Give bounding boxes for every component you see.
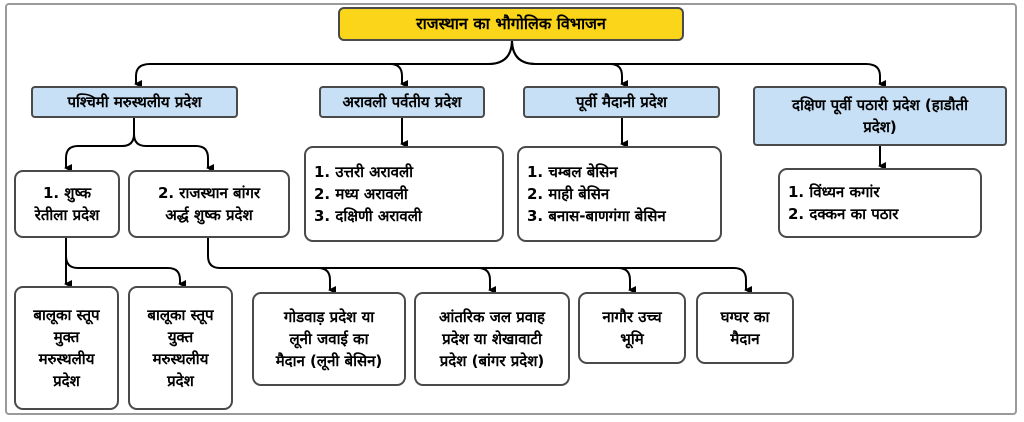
sub2-child-1	[252, 292, 406, 386]
west-sub2	[128, 170, 290, 238]
region-southeast	[753, 86, 1007, 146]
sub2-child-4	[696, 292, 794, 364]
sub2-child-1-line1: गोडवाड़ प्रदेश या	[283, 308, 375, 326]
southeast-items	[778, 168, 982, 238]
aravalli-item-1: 1. उत्तरी अरावली	[314, 163, 414, 181]
region-west-label: पश्चिमी मरुस्थलीय प्रदेश	[67, 93, 202, 111]
region-east-label: पूर्वी मैदानी प्रदेश	[576, 93, 667, 111]
southeast-item-2: 2. दक्कन का पठार	[788, 205, 899, 223]
connector-sub2-children	[208, 238, 746, 290]
east-items	[517, 146, 722, 242]
east-item-1: 1. चम्बल बेसिन	[527, 163, 618, 181]
diagram-title-text: राजस्थान का भौगोलिक विभाजन	[416, 14, 606, 33]
sub2-child-3-line1: नागौर उच्च	[602, 308, 662, 326]
sub2-child-3	[578, 292, 686, 364]
east-item-2: 2. माही बेसिन	[527, 185, 610, 203]
connector-sub1-children	[66, 238, 180, 284]
sub2-child-2	[414, 292, 570, 386]
sub2-child-2-line3: प्रदेश (बांगर प्रदेश)	[439, 352, 545, 370]
east-item-3: 3. बनास-बाणगंगा बेसिन	[527, 207, 666, 225]
region-southeast-label-line1: दक्षिण पूर्वी पठारी प्रदेश (हाडौती	[792, 96, 968, 114]
aravalli-item-2: 2. मध्य अरावली	[314, 185, 408, 203]
sub1-child-1-line3: मरुस्थलीय	[38, 350, 95, 368]
sub1-child-1	[14, 286, 119, 410]
connector-west-sub1	[66, 118, 134, 168]
sub1-child-1-line4: प्रदेश	[53, 372, 80, 390]
aravalli-item-3: 3. दक्षिणी अरावली	[314, 207, 422, 225]
region-west	[31, 86, 238, 118]
connector-title-east	[512, 40, 622, 84]
sub2-child-2-line2: प्रदेश या शेखावाटी	[442, 330, 542, 348]
aravalli-items	[304, 146, 504, 242]
sub2-child-3-line2: भूमि	[620, 330, 644, 348]
sub1-child-2-line4: प्रदेश	[167, 372, 194, 390]
region-east	[523, 86, 720, 118]
sub2-child-4-line1: घग्घर का	[720, 308, 770, 326]
connector-title-aravalli	[390, 40, 512, 84]
sub1-child-2-line1: बालूका स्तूप	[147, 306, 214, 324]
west-sub1-line1: 1. शुष्क	[42, 184, 92, 202]
region-southeast-label-line2: प्रदेश)	[863, 118, 897, 136]
connector-west-sub2	[134, 118, 208, 168]
sub1-child-2-line3: मरुस्थलीय	[152, 350, 209, 368]
connector-title-west	[136, 40, 512, 84]
sub2-child-2-line1: आंतरिक जल प्रवाह	[439, 308, 545, 326]
west-sub2-line1: 2. राजस्थान बांगर	[157, 184, 261, 202]
sub1-child-1-line1: बालूका स्तूप	[33, 306, 100, 324]
west-sub2-line2: अर्द्ध शुष्क प्रदेश	[165, 206, 253, 224]
sub2-child-1-line3: मैदान (लूनी बेसिन)	[275, 352, 383, 370]
sub1-child-2-line2: युक्त	[167, 328, 194, 346]
sub2-child-1-line2: लूनी जवाई का	[289, 330, 369, 348]
connector-sub2-child2	[478, 268, 490, 290]
connector-title-southeast	[512, 40, 880, 84]
sub1-child-1-line2: मुक्त	[53, 328, 80, 346]
diagram-title	[338, 7, 684, 41]
sub1-child-2	[128, 286, 233, 410]
connector-sub2-child3	[618, 268, 630, 290]
region-aravalli	[319, 86, 485, 118]
region-aravalli-label: अरावली पर्वतीय प्रदेश	[342, 93, 462, 111]
southeast-item-1: 1. विंध्यन कगांर	[788, 183, 880, 201]
connector-sub2-child1	[318, 268, 330, 290]
west-sub1	[14, 170, 120, 238]
west-sub1-line2: रेतीला प्रदेश	[34, 206, 100, 224]
sub2-child-4-line2: मैदान	[730, 330, 760, 348]
